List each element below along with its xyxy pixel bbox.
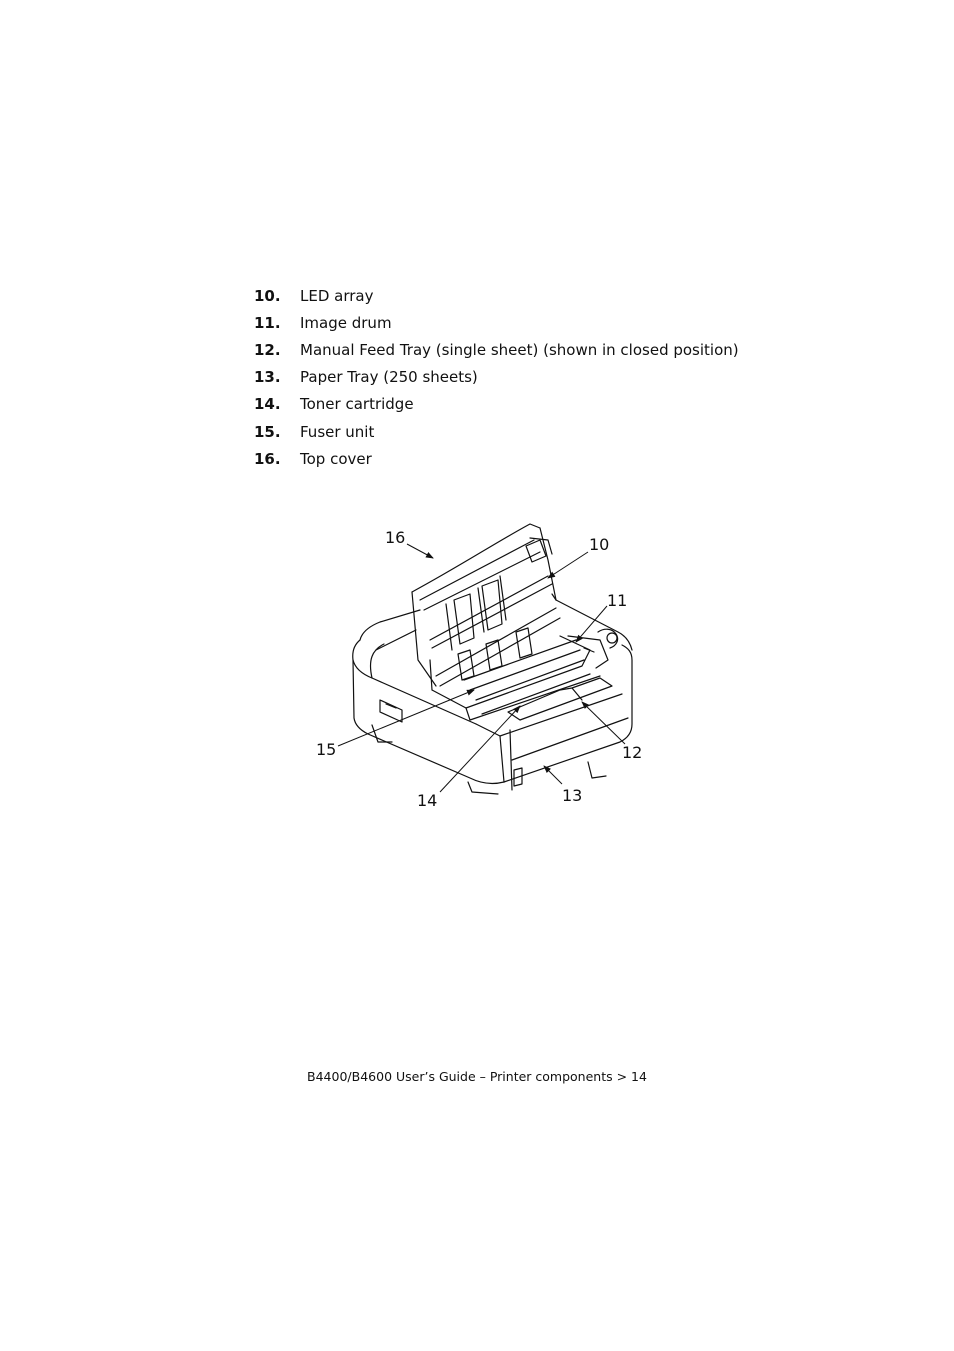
- leader-14: [440, 706, 520, 792]
- callout-11: 11: [607, 591, 628, 610]
- component-number: 12.: [254, 340, 281, 359]
- component-label: Manual Feed Tray (single sheet) (shown in closed position): [300, 340, 739, 359]
- component-number: 13.: [254, 368, 281, 387]
- leader-15: [338, 690, 474, 746]
- callout-labels: [316, 528, 642, 810]
- component-label: Image drum: [300, 313, 392, 332]
- leader-10: [548, 552, 588, 578]
- component-number: 14.: [254, 395, 281, 414]
- callout-16: 16: [385, 528, 406, 547]
- page-footer: B4400/B4600 User’s Guide – Printer components > 14: [307, 1069, 647, 1084]
- component-number: 10.: [254, 286, 281, 305]
- component-number: 11.: [254, 313, 281, 332]
- callout-13: 13: [562, 786, 583, 805]
- component-label: Paper Tray (250 sheets): [300, 368, 478, 387]
- leader-12: [582, 702, 625, 744]
- callout-10: 10: [589, 535, 610, 554]
- component-label: Toner cartridge: [300, 395, 414, 414]
- leader-13: [544, 766, 562, 784]
- component-label: Fuser unit: [300, 422, 375, 441]
- printer-drawing: [353, 524, 632, 794]
- callout-15: 15: [316, 740, 337, 759]
- leader-16: [407, 544, 433, 558]
- component-number: 15.: [254, 422, 281, 441]
- component-label: Top cover: [300, 449, 372, 468]
- component-number: 16.: [254, 449, 281, 468]
- callout-14: 14: [417, 791, 438, 810]
- component-label: LED array: [300, 286, 374, 305]
- callout-12: 12: [622, 743, 643, 762]
